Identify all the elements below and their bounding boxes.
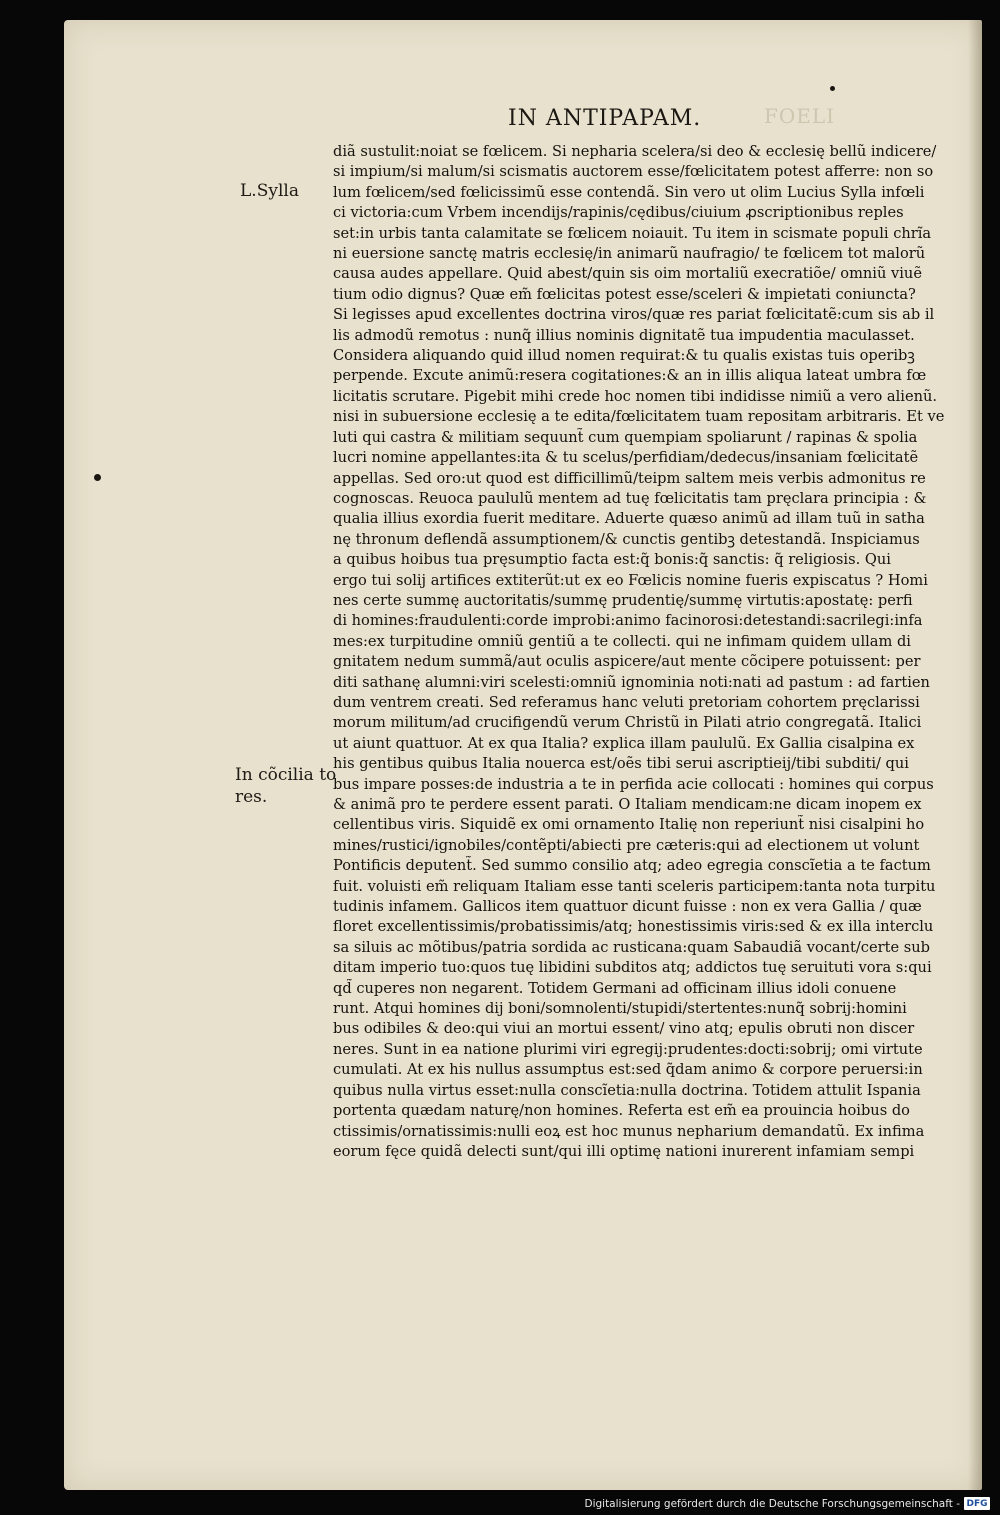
body-text-column — [333, 142, 981, 1162]
text-line: si impium/si malum/si scismatis auctorem esse/fœlicitatem potest afferre: non so — [333, 163, 934, 181]
text-line: portenta quædam naturę/non homines. Referta est em̃ ea prouincia hoibus do — [333, 1102, 910, 1120]
text-line: cognoscas. Reuoca paululũ mentem ad tuę fœlicitatis tam pręclara principia : & — [333, 489, 927, 507]
text-line: tudinis infamem. Gallicos item quattuor dicunt fuisse : non ex vera Gallia / quæ — [333, 898, 922, 916]
text-line: ci victoria:cum Vrbem incendijs/rapinis/cędibus/ciuium ꝓscriptionibus reples — [333, 204, 904, 222]
digitization-footer — [584, 1497, 990, 1510]
text-line: nisi in subuersione ecclesię a te edita/fœlicitatem tuam repositam arbitraris. Et ve — [333, 408, 945, 426]
text-line: quibus nulla virtus esset:nulla conscĩetia:nulla doctrina. Totidem attulit Ispania — [333, 1081, 921, 1099]
text-line: di homines:fraudulenti:corde improbi:animo facinorosi:detestandi:sacrilegi:infa — [333, 612, 923, 630]
text-line: fuit. voluisti em̃ reliquam Italiam esse tanti sceleris participem:tanta nota turpitu — [333, 877, 936, 895]
text-line: a quibus hoibus tua pręsumptio facta est:q̃ bonis:q̃ sanctis: q̃ religiosis. Qui — [333, 551, 891, 569]
text-line: Si legisses apud excellentes doctrina viros/quæ res pariat fœlicitatẽ:cum sis ab il — [333, 306, 935, 324]
text-line: lum fœlicem/sed fœlicissimũ esse contendã. Sin vero ut olim Lucius Sylla infœli — [333, 183, 925, 201]
text-line: gnitatem nedum summã/aut oculis aspicere/aut mente cõcipere potuissent: per — [333, 653, 921, 671]
text-line: ut aiunt quattuor. At ex qua Italia? explica illam paululũ. Ex Gallia cisalpina ex — [333, 734, 915, 752]
text-line: ctissimis/ornatissimis:nulli eoꝝ est hoc munus nepharium demandatũ. Ex infima — [333, 1122, 925, 1140]
text-line: Pontificis deputent̃. Sed summo consilio atq; adeo egregia conscĩetia a te factum — [333, 857, 931, 875]
text-line: nę thronum deflendã assumptionem/& cunctis gentibꝫ detestandã. Inspiciamus — [333, 530, 920, 548]
text-line: perpende. Excute animũ:resera cogitationes:& an in illis aliqua lateat umbra fœ — [333, 367, 927, 385]
text-line: cellentibus viris. Siquidẽ ex omi ornamento Italię non reperiunt̃ nisi cisalpini ho — [333, 816, 925, 834]
text-line: bus odibiles & deo:qui viui an mortui essent/ vino atq; epulis obruti non discer — [333, 1020, 915, 1038]
footer-credit: Digitalisierung gefördert durch die Deutsche Forschungsgemeinschaft - — [584, 1497, 960, 1510]
text-line: mines/rustici/ignobiles/contẽpti/abiecti pre cæteris:qui ad electionem ut volunt — [333, 836, 920, 854]
ink-dot — [830, 86, 835, 91]
text-line: cumulati. At ex his nullus assumptus est:sed q̃dam animo & corpore peruersi:in — [333, 1061, 923, 1079]
text-line: licitatis scrutare. Pigebit mihi crede hoc nomen tibi indidisse nimiũ a vero alienũ. — [333, 387, 938, 405]
text-line: & animã pro te perdere essent parati. O Italiam mendicam:ne dicam inopem ex — [333, 796, 922, 813]
text-line: sa siluis ac mõtibus/patria sordida ac rusticana:quam Sabaudiã vocant/certe sub — [333, 938, 930, 956]
margin-note-line: res. — [235, 787, 268, 807]
text-line: set:in urbis tanta calamitate se fœlicem noiauit. Tu item in scismate populi chrı̃a — [333, 224, 932, 242]
text-line: runt. Atqui homines dij boni/somnolenti/stupidi/stertentes:nunq̃ sobrij:homini — [333, 1000, 907, 1018]
text-line: luti qui castra & militiam sequunt̃ cum quempiam spoliarunt / rapinas & spolia — [333, 428, 918, 446]
text-line: qd̃ cuperes non negarent. Totidem Germani ad officinam illius idoli conuene — [333, 979, 897, 997]
margin-note-sylla: L.Sylla — [240, 181, 299, 201]
text-line: ditam imperio tuo:quos tuę libidini subditos atq; addictos tuę seruituti vora s:qui — [333, 959, 932, 977]
text-line: dum ventrem creati. Sed referamus hanc veluti pretoriam cohortem pręclarissi — [333, 693, 920, 711]
running-header: IN ANTIPAPAM. — [508, 106, 702, 131]
text-line: diã sustulit:noiat se fœlicem. Si nepharia scelera/si deo & ecclesię bellũ indicere/ — [333, 143, 937, 160]
ink-dot — [94, 474, 101, 481]
margin-note-line: In cõcilia to — [235, 765, 337, 785]
text-line: his gentibus quibus Italia nouerca est/oẽs tibi serui ascriptieij/tibi subditi/ qui — [333, 755, 909, 773]
dfg-logo: DFG — [964, 1497, 990, 1510]
text-line: Considera aliquando quid illud nomen requirat:& tu qualis existas tuis operibꝫ — [333, 347, 915, 365]
text-line: ni euersione sanctę matris ecclesię/in animarũ naufragio/ te fœlicem tot malorũ — [333, 245, 926, 263]
text-line: bus impare posses:de industria a te in perfida acie collocati : homines qui corpus — [333, 775, 934, 793]
text-line: tium odio dignus? Quæ em̃ fœlicitas potest esse/sceleri & impietati coniuncta? — [333, 285, 916, 303]
text-line: floret excellentissimis/probatissimis/atq; honestissimis viris:sed & ex illa interclu — [333, 918, 934, 936]
text-line: lucri nomine appellantes:ita & tu scelus/perfidiam/dedecus/insaniam fœlicitatẽ — [333, 449, 919, 467]
text-line: appellas. Sed oro:ut quod est difficillimũ/teipm saltem meis verbis admonitus re — [333, 469, 926, 487]
text-line: causa audes appellare. Quid abest/quin sis oim mortaliũ execratiõe/ omniũ viuẽ — [333, 265, 922, 283]
show-through-text: FOELI — [764, 104, 836, 128]
text-line: mes:ex turpitudine omniũ gentiũ a te collecti. qui ne infimam quidem ullam di — [333, 632, 911, 650]
text-line: neres. Sunt in ea natione plurimi viri egregij:prudentes:docti:sobrij; omi virtute — [333, 1040, 923, 1058]
text-line: diti sathanę alumni:viri scelesti:omniũ ignominia noti:nati ad pastum : ad fartien — [333, 673, 930, 691]
text-line: morum militum/ad crucifigendũ verum Christũ in Pilati atrio congregatã. Italici — [333, 714, 922, 732]
text-line: nes certe summę auctoritatis/summę prudentię/summę virtutis:apostatę: perfi — [333, 591, 913, 609]
text-line: ergo tui solij artifices extiterũt:ut ex eo Fœlicis nomine fueris expiscatus ? Homi — [333, 571, 928, 589]
text-line: qualia illius exordia fuerit meditare. Aduerte quæso animũ ad illam tuũ in satha — [333, 510, 925, 528]
margin-note-conciliatores — [235, 764, 336, 808]
text-line: eorum fęce quidã delecti sunt/qui illi optimę nationi inurerent infamiam sempi — [333, 1142, 915, 1160]
text-line: lis admodũ remotus : nunq̃ illius nominis dignitatẽ tua impudentia maculasset. — [333, 326, 915, 344]
